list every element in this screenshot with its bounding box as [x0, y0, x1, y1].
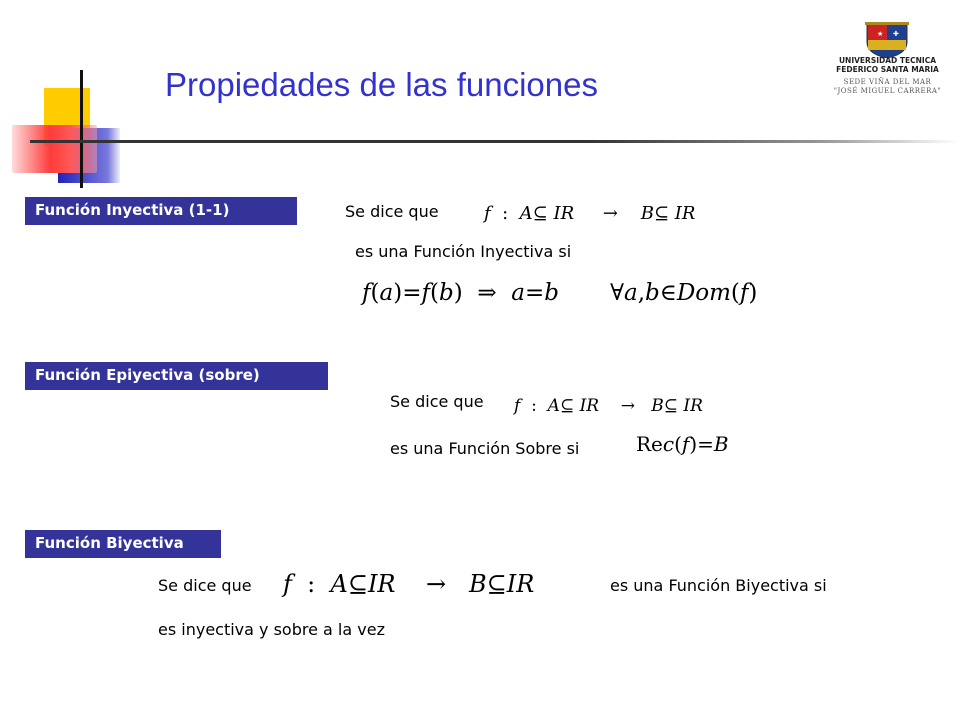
biyectiva-desc: es una Función Biyectiva si: [610, 576, 827, 595]
inyectiva-condition-formula: f(a)=f(b) ⇒ a=b ∀a,b∈Dom(f): [362, 280, 758, 306]
label-biyectiva: Función Biyectiva: [25, 530, 221, 558]
inyectiva-desc: es una Función Inyectiva si: [355, 242, 572, 261]
label-inyectiva: Función Inyectiva (1-1): [25, 197, 297, 225]
logo-line-3: SEDE VIÑA DEL MAR: [843, 78, 932, 86]
title-divider: [30, 140, 960, 143]
epiyectiva-condition-formula: Rec(f)=B: [636, 432, 729, 456]
crest-icon: [835, 22, 940, 58]
label-epiyectiva: Función Epiyectiva (sobre): [25, 362, 328, 390]
logo-line-4: "JOSÉ MIGUEL CARRERA": [833, 87, 942, 95]
biyectiva-intro: Se dice que: [158, 576, 252, 595]
svg-text:✚: ✚: [893, 30, 899, 38]
slide-title: Propiedades de las funciones: [165, 66, 598, 103]
inyectiva-mapping-formula: f : A⊆ IR → B⊆ IR: [484, 203, 696, 224]
logo-campus: [820, 78, 955, 96]
logo-university-name: [820, 56, 955, 74]
biyectiva-mapping-formula: f : A⊆IR → B⊆IR: [283, 570, 535, 598]
epiyectiva-desc: es una Función Sobre si: [390, 439, 580, 458]
biyectiva-conclusion: es inyectiva y sobre a la vez: [158, 620, 385, 639]
logo-line-2: FEDERICO SANTA MARIA: [836, 65, 939, 74]
logo-line-1: UNIVERSIDAD TECNICA: [838, 56, 937, 65]
decorative-corner-graphic: [10, 70, 150, 190]
svg-text:★: ★: [877, 30, 884, 38]
epiyectiva-mapping-formula: f : A⊆ IR → B⊆ IR: [514, 396, 703, 416]
inyectiva-intro: Se dice que: [345, 202, 439, 221]
epiyectiva-intro: Se dice que: [390, 392, 484, 411]
